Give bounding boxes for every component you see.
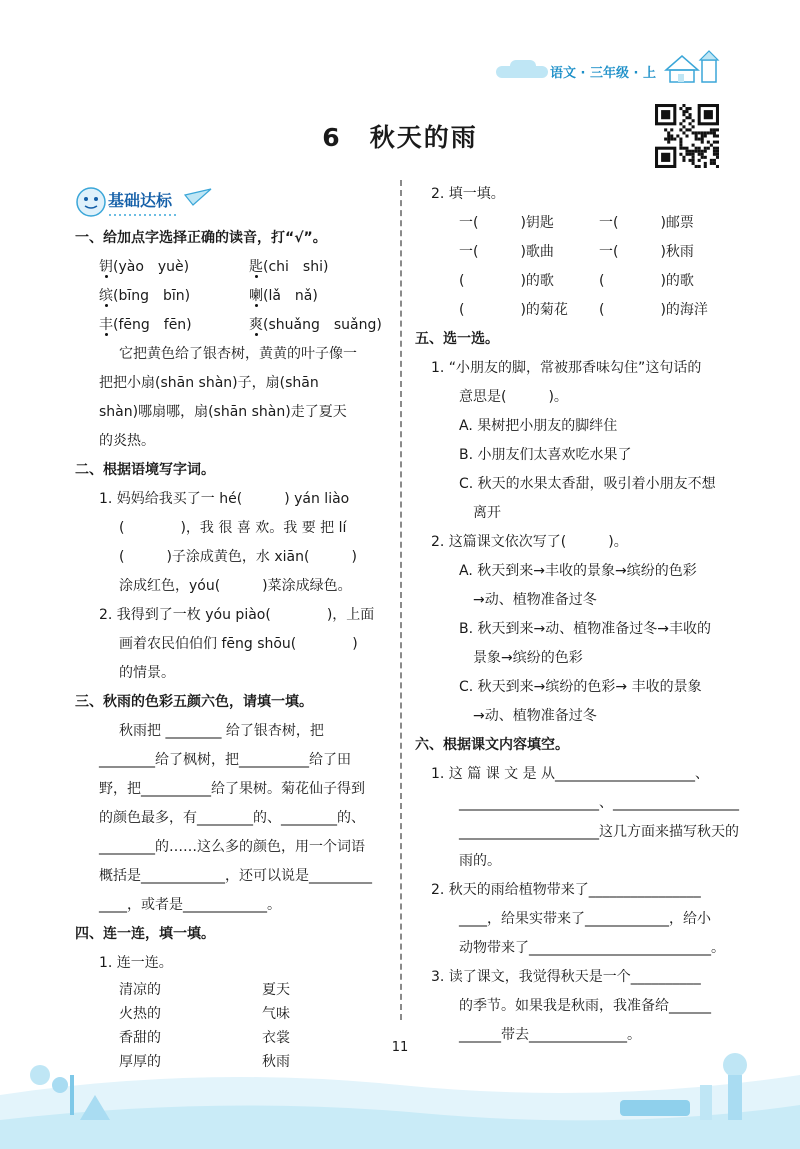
question-line: 1. “小朋友的脚，常被那香味勾住”这句话的	[431, 360, 702, 376]
choice-option[interactable]: B. 小朋友们太喜欢吃水果了	[459, 447, 632, 463]
reading-passage: shàn)哪扇哪，扇(shān shàn)走了夏天	[99, 404, 347, 420]
fill-line: 雨的。	[459, 853, 501, 869]
question-line: 2. 这篇课文依次写了( )。	[431, 534, 628, 550]
fill-line: 的季节。如果我是秋雨，我准备给______	[459, 998, 711, 1014]
pinyin-item: 丰(fēng fēn)	[99, 317, 192, 333]
fill-line: 2. 秋天的雨给植物带来了________________	[431, 882, 701, 898]
question-line: ( )子涂成黄色，水 xiān( )	[119, 549, 357, 565]
fill-line: 概括是____________，还可以说是_________	[99, 868, 372, 884]
fill-item: 一( )歌曲	[459, 244, 554, 260]
fill-row	[415, 267, 725, 296]
choice-option[interactable]: A. 果树把小朋友的脚绊住	[459, 418, 618, 434]
match-left-item[interactable]: 火热的	[119, 1006, 161, 1022]
fill-line: 3. 读了课文，我觉得秋天是一个__________	[431, 969, 701, 985]
question-line: 的情景。	[119, 665, 175, 681]
match-right-item[interactable]: 气味	[262, 1006, 290, 1022]
qr-code-icon[interactable]	[655, 104, 719, 168]
badge-label: 基础达标	[108, 191, 173, 210]
fill-line: ____________________这几方面来描写秋天的	[459, 824, 739, 840]
fill-row	[415, 209, 725, 238]
choice-option-cont: →动、植物准备过冬	[473, 592, 597, 608]
reading-passage: 把把小扇(shān shàn)子，扇(shān	[99, 375, 319, 391]
header-subject: 语文 · 三年级 · 上	[550, 66, 656, 81]
fill-line: 1. 这 篇 课 文 是 从____________________、	[431, 766, 710, 782]
lesson-number: 6	[322, 123, 342, 152]
section-2-heading: 二、根据语境写字词。	[75, 462, 215, 478]
pinyin-item: 匙(chi shi)	[249, 259, 329, 275]
pinyin-row	[75, 253, 387, 282]
pinyin-item: 钥(yào yuè)	[99, 259, 190, 275]
fill-line: ________的……这么多的颜色，用一个词语	[99, 839, 365, 855]
section-5-heading: 五、选一选。	[415, 331, 499, 347]
right-column	[415, 180, 739, 1050]
fill-item: 一( )钥匙	[459, 215, 554, 231]
choice-option[interactable]: A. 秋天到来→丰收的景象→缤纷的色彩	[459, 563, 697, 579]
sub-question: 1. 连一连。	[99, 955, 173, 971]
match-left-item[interactable]: 香甜的	[119, 1030, 161, 1046]
match-left-item[interactable]: 清凉的	[119, 982, 161, 998]
fill-line: ____，给果实带来了____________，给小	[459, 911, 711, 927]
fill-item: ( )的海洋	[599, 302, 708, 318]
reading-passage: 的炎热。	[99, 433, 155, 449]
question-line: ( )，我 很 喜 欢。我 要 把 lí	[119, 520, 347, 536]
q2-heading: 2. 填一填。	[431, 186, 505, 202]
fill-item: 一( )秋雨	[599, 244, 694, 260]
house-icon	[662, 50, 724, 84]
section-6-heading: 六、根据课文内容填空。	[415, 737, 569, 753]
fill-line: ________给了枫树，把__________给了田	[99, 752, 351, 768]
pinyin-item: 喇(lǎ nǎ)	[249, 288, 318, 304]
choice-option[interactable]: C. 秋天的水果太香甜，吸引着小朋友不想	[459, 476, 716, 492]
question-line: 画着农民伯伯们 fēng shōu( )	[119, 636, 358, 652]
fill-item: ( )的菊花	[459, 302, 568, 318]
match-right-item[interactable]: 秋雨	[262, 1054, 290, 1070]
fill-line: 秋雨把 ________ 给了银杏树，把	[119, 723, 324, 739]
header-cloud-decoration-2	[510, 60, 536, 72]
pinyin-row	[75, 282, 387, 311]
section-4-heading: 四、连一连，填一填。	[75, 926, 215, 942]
pinyin-row	[75, 311, 387, 340]
left-column	[75, 180, 387, 1074]
fill-line: 的颜色最多，有________的、________的、	[99, 810, 365, 826]
question-line: 2. 我得到了一枚 yóu piào( )，上面	[99, 607, 375, 623]
choice-option-cont: 景象→缤纷的色彩	[473, 650, 583, 666]
lesson-title-text: 秋天的雨	[369, 123, 478, 152]
choice-option-cont: →动、植物准备过冬	[473, 708, 597, 724]
fill-line: 动物带来了__________________________。	[459, 940, 725, 956]
fill-line: ____，或者是____________。	[99, 897, 281, 913]
question-line: 1. 妈妈给我买了一 hé( ) yán liào	[99, 491, 350, 507]
fill-line: 野，把__________给了果树。菊花仙子得到	[99, 781, 365, 797]
fill-item: ( )的歌	[599, 273, 694, 289]
match-right-item[interactable]: 夏天	[262, 982, 290, 998]
section-1-heading: 一、给加点字选择正确的读音，打“√”。	[75, 230, 327, 246]
question-line: 意思是( )。	[459, 389, 568, 405]
pinyin-item: 爽(shuǎng suǎng)	[249, 317, 382, 333]
match-row	[75, 1002, 387, 1026]
fill-item: ( )的歌	[459, 273, 554, 289]
fill-line: ______带去______________。	[459, 1027, 641, 1043]
pinyin-item: 缤(bīng bīn)	[99, 288, 191, 304]
question-line: 涂成红色，yóu( )菜涂成绿色。	[119, 578, 352, 594]
choice-option[interactable]: C. 秋天到来→缤纷的色彩→ 丰收的景象	[459, 679, 702, 695]
page-number: 11	[391, 1040, 409, 1055]
match-row	[75, 978, 387, 1002]
fill-line: ____________________、__________________	[459, 795, 739, 811]
choice-option-cont: 离开	[473, 505, 501, 521]
fill-item: 一( )邮票	[599, 215, 694, 231]
match-right-item[interactable]: 衣裳	[262, 1030, 290, 1046]
choice-option[interactable]: B. 秋天到来→动、植物准备过冬→丰收的	[459, 621, 711, 637]
fill-row	[415, 296, 725, 325]
section-3-heading: 三、秋雨的色彩五颜六色，请填一填。	[75, 694, 313, 710]
column-divider	[400, 180, 402, 1020]
fill-row	[415, 238, 725, 267]
reading-passage: 它把黄色给了银杏树，黄黄的叶子像一	[119, 346, 357, 362]
match-left-item[interactable]: 厚厚的	[119, 1054, 161, 1070]
